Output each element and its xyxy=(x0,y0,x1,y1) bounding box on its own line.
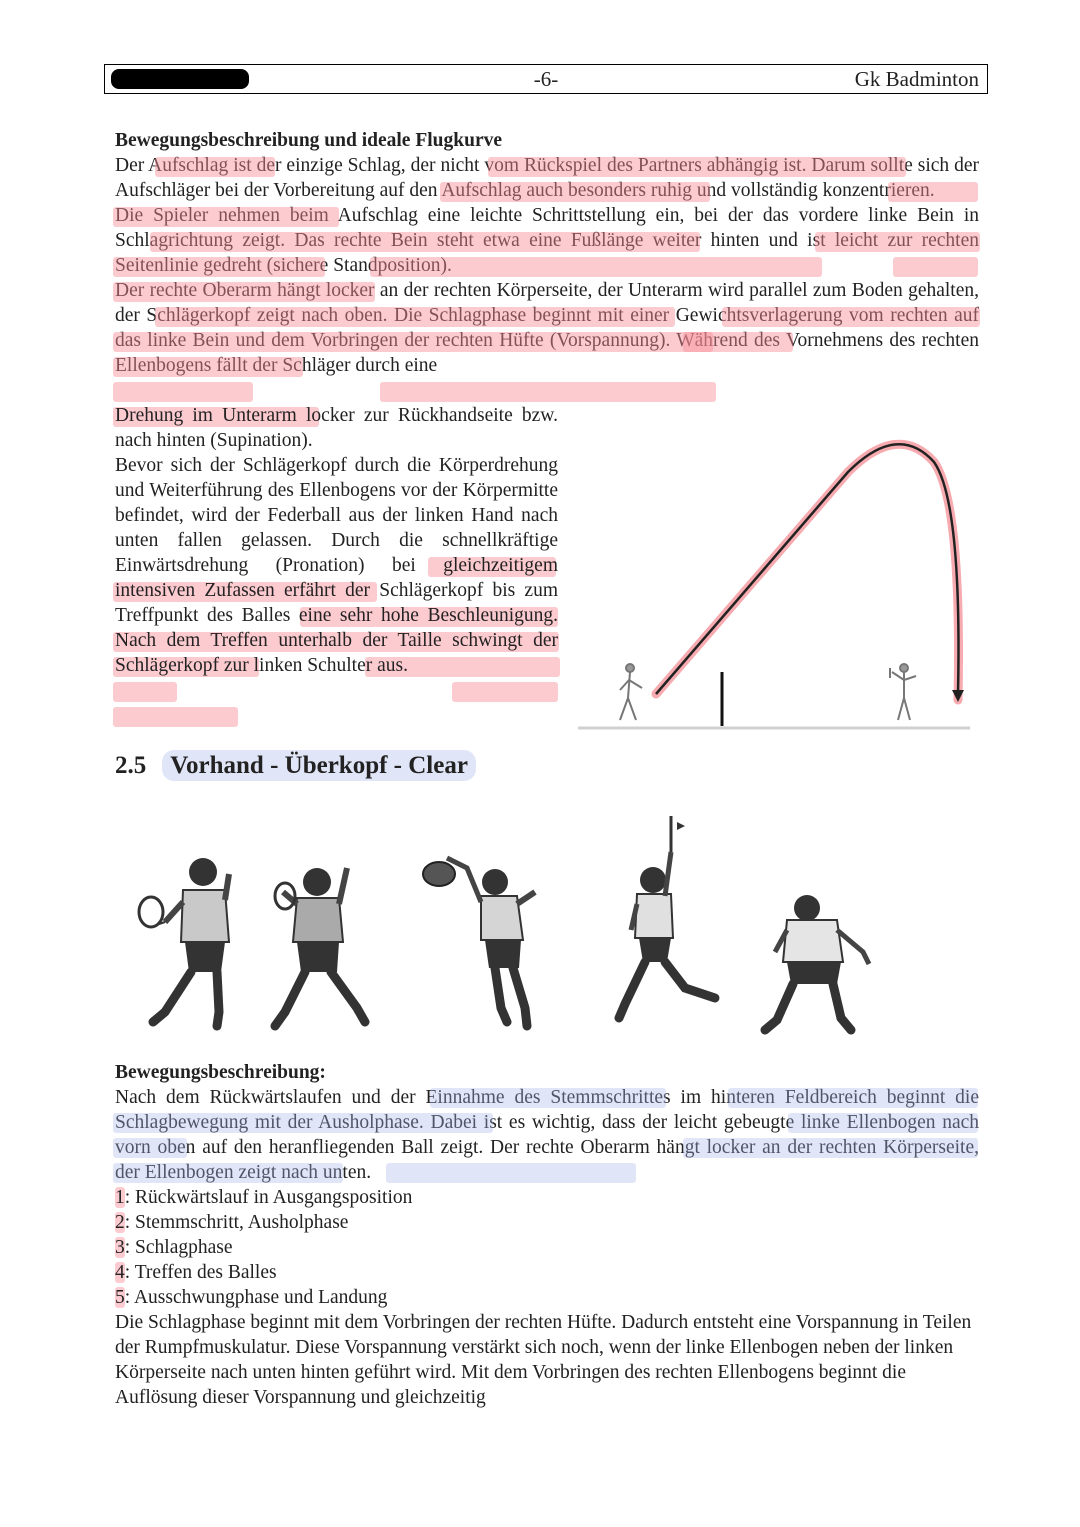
phase-item: 2: Stemmschritt, Ausholphase xyxy=(115,1212,349,1233)
section-name: Vorhand - Überkopf - Clear xyxy=(162,750,476,781)
phase-number: 1 xyxy=(115,1187,125,1208)
page-header xyxy=(104,64,988,94)
phase-number: 4 xyxy=(115,1262,125,1283)
section-number: 2.5 xyxy=(115,752,147,779)
clear-heading: Bewegungsbeschreibung: xyxy=(115,1062,326,1083)
shuttlecock-icon xyxy=(677,822,685,830)
phase-number: 5 xyxy=(115,1287,125,1308)
phase-1-player-icon xyxy=(139,858,229,1026)
phase-item: 5: Ausschwungphase und Landung xyxy=(115,1287,388,1308)
phase-list xyxy=(115,1185,979,1310)
phase-3-player-icon xyxy=(423,858,535,1026)
serve-paragraph-3-continued: Drehung im Unterarm locker zur Rückhandseite bzw. nach hinten (Supination). xyxy=(115,405,558,451)
clear-movement-sequence-figure xyxy=(125,812,895,1042)
serve-paragraph-3: Der rechte Oberarm hängt locker an der rechten Körperseite, der Unterarm wird parallel zum Boden gehalten, der Schlägerkopf zeigt nach oben. Die Schlagphase beginnt mit einer Gewichtsverlagerung vom rechten auf das linke Bein und dem Vorbringen der rechten Hüfte (Vorspannung). Während des Vornehmens des rechten Ellenbogens fällt der Schläger durch eine xyxy=(115,280,979,376)
phase-item: 4: Treffen des Balles xyxy=(115,1262,277,1283)
clear-intro: Nach dem Rückwärtslaufen und der Einnahme des Stemmschrittes im hinteren Feldbereich beginnt die Schlagbewegung mit der Ausholphase. Dabei ist es wichtig, dass der leicht gebeugte linke Ellenbogen nach vorn oben auf den heranfliegenden Ball zeigt. Der rechte Oberarm hängt locker an der rechten Körperseite, der Ellenbogen zeigt nach unten. xyxy=(115,1087,979,1183)
serve-heading: Bewegungsbeschreibung und ideale Flugkurve xyxy=(115,130,503,151)
serve-paragraph-4: Bevor sich der Schlägerkopf durch die Körperdrehung und Weiterführung des Ellenbogens vor der Körpermitte befindet, wird der Federball aus der linken Hand nach unten fallen gelassen. Durch die schnellkräftige Einwärtsdrehung (Pronation) bei gleichzeitigem intensiven Zufassen erfährt der Schlägerkopf bis zum Treffpunkt des Balles eine sehr hohe Beschleunigung. Nach dem Treffen unterhalb der Taille schwingt der Schlägerkopf zur linken Schulter aus. xyxy=(115,455,558,676)
phase-2-player-icon xyxy=(275,868,365,1026)
course-name: Gk Badminton xyxy=(854,67,979,91)
serve-description-column xyxy=(115,403,558,678)
clear-outro: Die Schlagphase beginnt mit dem Vorbringen der rechten Hüfte. Dadurch entsteht eine Vorspannung in Teilen der Rumpfmuskulatur. Diese Vorspannung verstärkt sich noch, wenn der linke Ellenbogen neben der linken Körperseite nach unten hinten geführt wird. Mit dem Vorbringen des rechten Ellenbogens beginnt die Auflösung dieser Vorspannung und gleichzeitig xyxy=(115,1312,972,1408)
phase-5-player-icon xyxy=(765,895,869,1030)
phase-number: 2 xyxy=(115,1212,125,1233)
section-title-clear xyxy=(115,752,476,780)
phase-4-player-icon xyxy=(619,816,715,1018)
serve-flight-trajectory-figure xyxy=(578,432,970,736)
phase-item: 1: Rückwärtslauf in Ausgangsposition xyxy=(115,1187,413,1208)
serve-paragraph-1: Der Aufschlag ist der einzige Schlag, der nicht vom Rückspiel des Partners abhängig ist. Darum sollte sich der Aufschläger bei der Vorbereitung auf den Aufschlag auch besonders ruhig und vollständig konzentrieren. xyxy=(115,155,979,201)
page-number: -6- xyxy=(533,67,559,91)
phase-item: 3: Schlagphase xyxy=(115,1237,233,1258)
phase-number: 3 xyxy=(115,1237,125,1258)
serve-paragraph-2: Die Spieler nehmen beim Aufschlag eine leichte Schrittstellung ein, bei der das vordere linke Bein in Schlagrichtung zeigt. Das rechte Bein steht etwa eine Fußlänge weiter hinten und ist leicht zur rechten Seitenlinie gedreht (sichere Standposition). xyxy=(115,205,979,276)
